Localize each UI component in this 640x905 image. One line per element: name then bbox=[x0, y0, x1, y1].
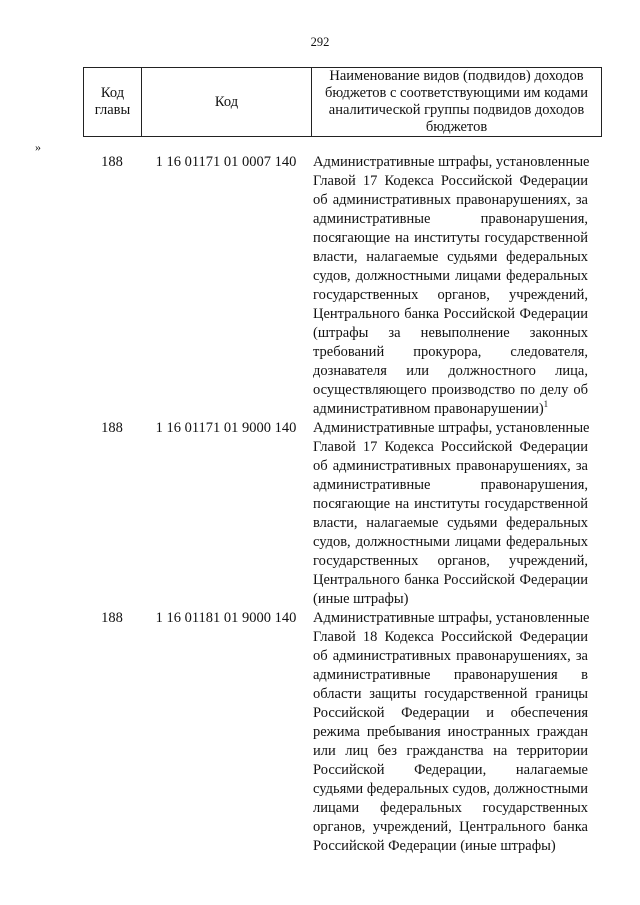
description-line: Российской Федерации, налагаемые bbox=[313, 762, 588, 778]
description-line: Российской Федерации (иные штрафы) bbox=[313, 838, 556, 854]
table-body bbox=[83, 153, 601, 856]
description-line: Административные штрафы, установленные bbox=[313, 154, 590, 170]
table-row bbox=[83, 609, 601, 856]
stray-mark: » bbox=[35, 140, 41, 154]
description-line: Российской Федерации и обеспечения bbox=[313, 705, 588, 721]
description-line: посягающие на институты государственной bbox=[313, 230, 588, 246]
footnote-mark: 1 bbox=[543, 399, 549, 410]
chapter-code: 188 bbox=[101, 610, 123, 626]
description-line: или лиц без гражданства на территории bbox=[313, 743, 588, 759]
description-line: административные правонарушения, bbox=[313, 477, 588, 493]
income-description bbox=[311, 419, 588, 609]
header-name: Наименование видов (подвидов) доходов бюджетов с соответствующими им кодами аналитической группы подвидов доходов бюджетов bbox=[312, 68, 602, 137]
chapter-code: 188 bbox=[101, 154, 123, 170]
page-number: 292 bbox=[310, 35, 330, 49]
description-line: режима пребывания иностранных граждан bbox=[313, 724, 588, 740]
description-line: посягающие на институты государственной bbox=[313, 496, 588, 512]
income-code: 1 16 01171 01 9000 140 bbox=[155, 420, 297, 436]
table-row bbox=[83, 153, 601, 419]
income-description bbox=[311, 153, 588, 419]
description-line: административном правонарушении)$^1$ bbox=[313, 399, 549, 417]
description-line: органов, учреждений, Центрального банка bbox=[313, 819, 588, 835]
description-line: (иные штрафы) bbox=[313, 591, 409, 607]
description-line: Центрального банка Российской Федерации bbox=[313, 572, 588, 588]
description-line: Главой 17 Кодекса Российской Федерации bbox=[313, 439, 588, 455]
description-line: Административные штрафы, установленные bbox=[313, 610, 590, 626]
description-line: области защиты государственной границы bbox=[313, 686, 588, 702]
income-description bbox=[311, 609, 588, 856]
description-line: дознавателя или должностного лица, bbox=[313, 363, 588, 379]
description-line: власти, налагаемые судьями федеральных bbox=[313, 515, 588, 531]
description-line: судов, должностными лицами федеральных bbox=[313, 534, 588, 550]
description-line: требований прокурора, следователя, bbox=[313, 344, 588, 360]
description-line: Административные штрафы, установленные bbox=[313, 420, 590, 436]
description-line: Главой 17 Кодекса Российской Федерации bbox=[313, 173, 588, 189]
description-line: Главой 18 Кодекса Российской Федерации bbox=[313, 629, 588, 645]
description-line: лицами федеральных государственных bbox=[313, 800, 588, 816]
description-line: Центрального банка Российской Федерации bbox=[313, 306, 588, 322]
header-code: Код bbox=[142, 68, 312, 137]
chapter-code: 188 bbox=[101, 420, 123, 436]
description-line: (штрафы за невыполнение законных bbox=[313, 325, 588, 341]
table-header bbox=[83, 67, 602, 137]
description-line: об административных правонарушениях, за bbox=[313, 458, 588, 474]
description-line: об административных правонарушениях, за bbox=[313, 192, 588, 208]
description-line: государственных органов, учреждений, bbox=[313, 287, 588, 303]
description-line: осуществляющего производство по делу об bbox=[313, 382, 588, 398]
description-line: государственных органов, учреждений, bbox=[313, 553, 588, 569]
table-row bbox=[83, 419, 601, 609]
description-line: судов, должностными лицами федеральных bbox=[313, 268, 588, 284]
income-code: 1 16 01171 01 0007 140 bbox=[155, 154, 297, 170]
description-line: судьями федеральных судов, должностными bbox=[313, 781, 588, 797]
income-code: 1 16 01181 01 9000 140 bbox=[155, 610, 297, 626]
description-line: власти, налагаемые судьями федеральных bbox=[313, 249, 588, 265]
description-line: административные правонарушения в bbox=[313, 667, 588, 683]
description-line: административные правонарушения, bbox=[313, 211, 588, 227]
header-chapter-code: Код главы bbox=[84, 68, 142, 137]
description-line: об административных правонарушениях, за bbox=[313, 648, 588, 664]
